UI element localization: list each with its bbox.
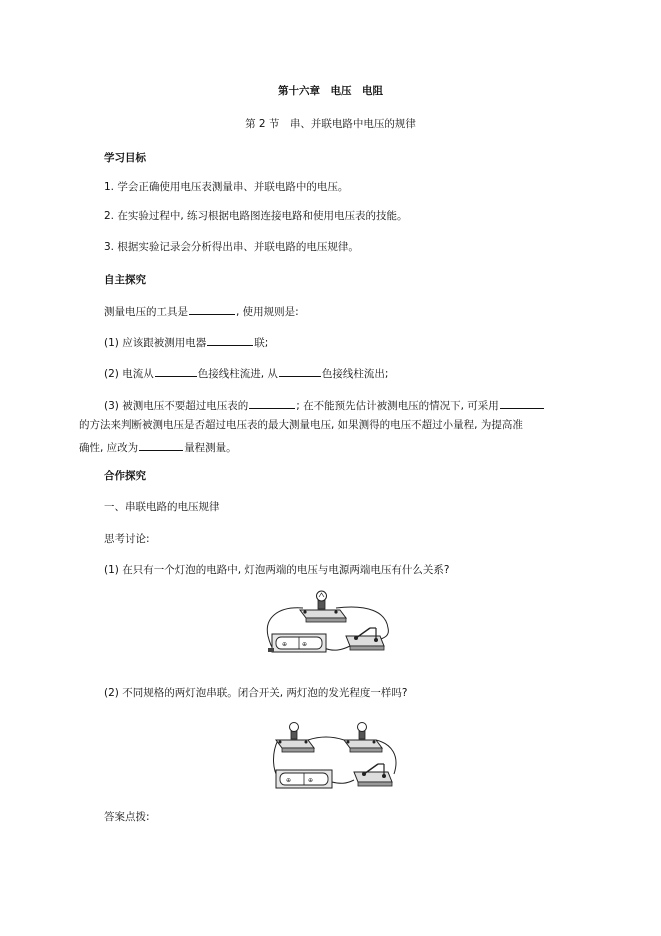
self-study-q3-line2: 的方法来判断被测电压是否超过电压表的最大测量电压, 如果测得的电压不超过小量程, 为提高准 <box>79 419 523 431</box>
self-study-heading: 自主探究 <box>104 274 146 286</box>
svg-text:⊕: ⊕ <box>302 641 308 648</box>
answer-blank[interactable] <box>155 365 197 377</box>
q3-text-b: ; 在不能预先估计被测电压的情况下, 可采用 <box>296 400 499 412</box>
svg-text:⊕: ⊕ <box>282 641 288 648</box>
answer-blank[interactable] <box>249 397 295 409</box>
q2-text-b: 色接线柱流进, 从 <box>197 368 278 380</box>
answer-blank[interactable] <box>207 334 253 346</box>
answer-hint-label: 答案点拨: <box>104 811 150 823</box>
single-bulb-circuit-figure <box>258 588 404 662</box>
discussion-label: 思考讨论: <box>104 533 150 545</box>
svg-text:⊕: ⊕ <box>308 777 314 784</box>
goal-item-1: 1. 学会正确使用电压表测量串、并联电路中的电压。 <box>104 181 349 193</box>
section-title: 第 2 节 串、并联电路中电压的规律 <box>245 118 416 130</box>
self-study-q2 <box>104 365 388 381</box>
goal-item-3: 3. 根据实验记录会分析得出串、并联电路的电压规律。 <box>104 241 359 253</box>
page-title: 第十六章 电压 电阻 <box>278 85 383 97</box>
self-study-q3-line3 <box>79 439 237 455</box>
answer-blank[interactable] <box>139 439 183 451</box>
q3-text-d: 量程测量。 <box>184 442 237 454</box>
svg-text:⊕: ⊕ <box>286 777 292 784</box>
q3-text-c: 确性, 应改为 <box>79 442 139 454</box>
goal-item-2: 2. 在实验过程中, 练习根据电路图连接电路和使用电压表的技能。 <box>104 210 408 222</box>
self-study-q1 <box>104 334 268 350</box>
discussion-q2: (2) 不同规格的两灯泡串联。闭合开关, 两灯泡的发光程度一样吗? <box>104 687 408 699</box>
q2-text-c: 色接线柱流出; <box>321 368 389 380</box>
q0-text-b: , 使用规则是: <box>236 306 299 318</box>
cooperation-heading: 合作探究 <box>104 470 146 482</box>
series-bulbs-circuit-figure <box>268 718 408 796</box>
answer-blank[interactable] <box>500 397 544 409</box>
discussion-q1: (1) 在只有一个灯泡的电路中, 灯泡两端的电压与电源两端电压有什么关系? <box>104 564 450 576</box>
q1-text-b: 联; <box>254 337 269 349</box>
answer-blank[interactable] <box>189 303 235 315</box>
self-study-q0 <box>104 303 299 319</box>
goals-heading: 学习目标 <box>104 152 146 164</box>
q3-text-a: (3) 被测电压不要超过电压表的 <box>104 400 249 412</box>
self-study-q3-line1 <box>104 397 545 413</box>
answer-blank[interactable] <box>279 365 321 377</box>
q0-text-a: 测量电压的工具是 <box>104 306 188 318</box>
section-series-voltage: 一、串联电路的电压规律 <box>104 501 220 513</box>
q2-text-a: (2) 电流从 <box>104 368 154 380</box>
q1-text-a: (1) 应该跟被测用电器 <box>104 337 207 349</box>
